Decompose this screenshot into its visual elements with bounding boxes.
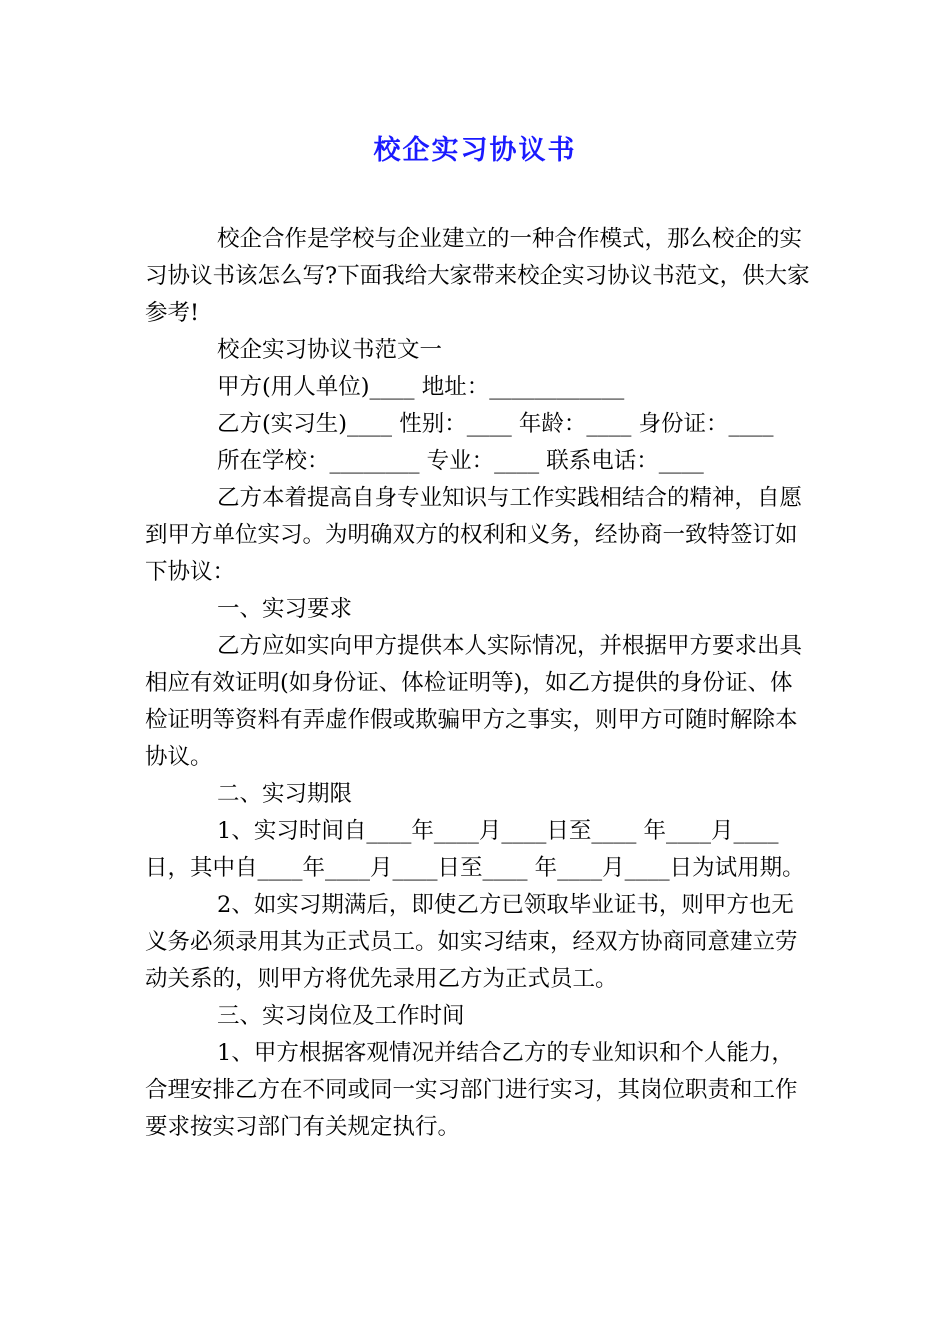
document-body: [145, 221, 810, 1146]
paragraph-period-2: 2、如实习期满后，即使乙方已领取毕业证书，则甲方也无义务必须录用其为正式员工。如实习结束，经双方协商同意建立劳动关系的，则甲方将优先录用乙方为正式员工。: [145, 892, 798, 992]
section-heading-position: 三、实习岗位及工作时间: [217, 1003, 465, 1029]
paragraph-purpose: 乙方本着提高自身专业知识与工作实践相结合的精神，自愿到甲方单位实习。为明确双方的权利和义务，经协商一致特签订如下协议：: [145, 485, 803, 585]
paragraph-position-1: 1、甲方根据客观情况并结合乙方的专业知识和个人能力，合理安排乙方在不同或同一实习部门进行实习，其岗位职责和工作要求按实习部门有关规定执行。: [145, 1040, 798, 1140]
paragraph-requirements: 乙方应如实向甲方提供本人实际情况，并根据甲方要求出具相应有效证明(如身份证、体检证明等)，如乙方提供的身份证、体检证明等资料有弄虚作假或欺骗甲方之事实，则甲方可随时解除本协议。: [145, 633, 803, 770]
paragraph-period-1: 1、实习时间自____年____月____日至____ 年____月____日，其中自____年____月____日至____ 年____月____日为试用期。: [145, 818, 805, 881]
paragraph-party-b: 乙方(实习生)____ 性别：____ 年龄：____ 身份证：____: [217, 411, 774, 437]
paragraph-party-a: 甲方(用人单位)____ 地址：____________: [217, 374, 625, 400]
paragraph-intro: 校企合作是学校与企业建立的一种合作模式，那么校企的实习协议书该怎么写?下面我给大家带来校企实习协议书范文，供大家参考!: [145, 226, 810, 326]
section-heading-requirements: 一、实习要求: [217, 596, 353, 622]
paragraph-school-info: 所在学校：________ 专业：____ 联系电话：____: [217, 448, 704, 474]
document-title: 校企实习协议书: [373, 135, 577, 166]
paragraph-sample-heading: 校企实习协议书范文一: [217, 337, 443, 363]
section-heading-period: 二、实习期限: [217, 781, 353, 807]
